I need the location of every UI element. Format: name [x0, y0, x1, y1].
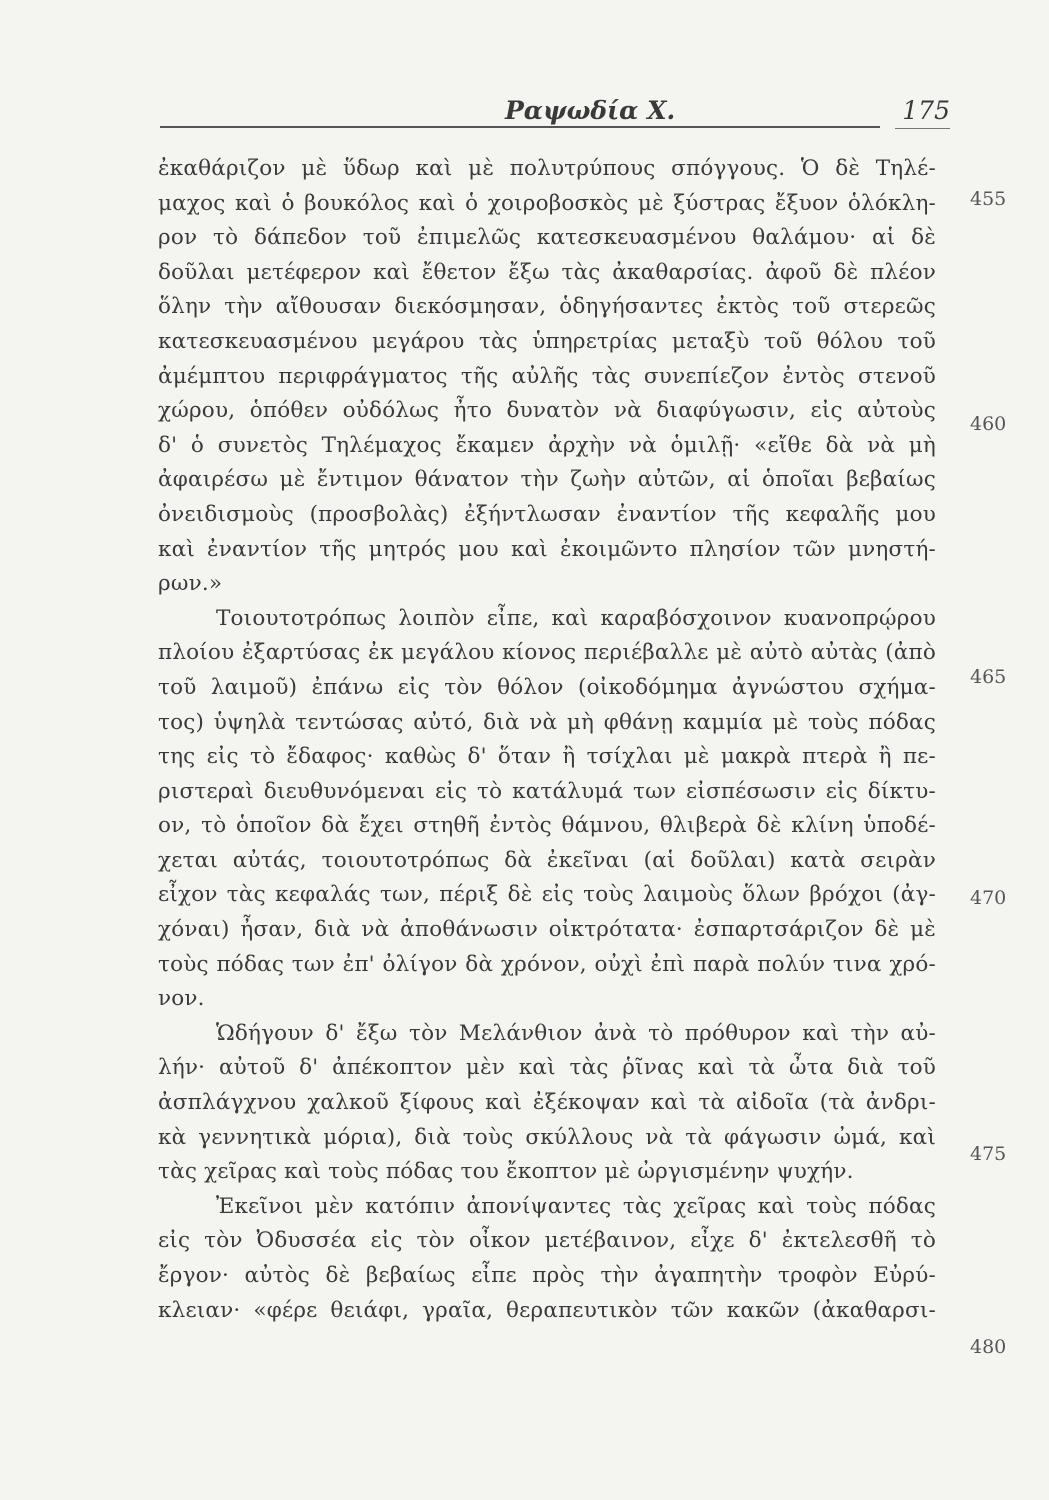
- text-line: ἀφαιρέσω μὲ ἔντιμον θάνατον τὴν ζωὴν αὐτῶν, αἱ ὁποῖαι βεβαίως: [158, 467, 936, 493]
- text-line: τοὺς πόδας των ἐπ' ὀλίγον δὰ χρόνον, οὐχὶ ἐπὶ παρὰ πολύν τινα χρό-: [158, 951, 936, 977]
- text-line: ἐκαθάριζον μὲ ὕδωρ καὶ μὲ πολυτρύπους σπόγγους. Ὁ δὲ Τηλέ-: [158, 156, 936, 181]
- text-line: ρον τὸ δάπεδον τοῦ ἐπιμελῶς κατεσκευασμένου θαλάμου· αἱ δὲ: [158, 225, 936, 251]
- text-line: ἔργον· αὐτὸς δὲ βεβαίως εἶπε πρὸς τὴν ἀγαπητὴν τροφὸν Εὐρύ-: [158, 1263, 936, 1288]
- text-line: τὰς χεῖρας καὶ τοὺς πόδας του ἔκοπτον μὲ ὠργισμένην ψυχήν.: [158, 1159, 854, 1185]
- text-line: ὀνειδισμοὺς (προσβολὰς) ἐξήντλωσαν ἐναντίον τῆς κεφαλῆς μου: [158, 501, 936, 527]
- text-line: τος) ὑψηλὰ τεντώσας αὐτό, διὰ νὰ μὴ φθάνῃ καμμία μὲ τοὺς πόδας: [158, 709, 936, 735]
- text-line: νον.: [158, 986, 205, 1012]
- text-line: ἀμέμπτου περιφράγματος τῆς αὐλῆς τὰς συνεπίεζον ἐντὸς στενοῦ: [158, 363, 936, 389]
- text-line: κλειαν· «φέρε θειάφι, γραῖα, θεραπευτικὸν τῶν κακῶν (ἀκαθαρσι-: [158, 1297, 936, 1323]
- text-line: δ' ὁ συνετὸς Τηλέμαχος ἔκαμεν ἀρχὴν νὰ ὁμιλῇ· «εἴθε δὰ νὰ μὴ: [158, 432, 936, 458]
- running-title: Ραψωδία Χ.: [505, 96, 676, 125]
- line-number: 460: [970, 413, 1007, 435]
- text-line: τοῦ λαιμοῦ) ἐπάνω εἰς τὸν θόλον (οἰκοδόμημα ἀγνώστου σχήμα-: [158, 674, 936, 700]
- page-header: [160, 96, 950, 136]
- text-line: ὅλην τὴν αἴθουσαν διεκόσμησαν, ὁδηγήσαντες ἐκτὸς τοῦ στερεῶς: [158, 294, 936, 320]
- text-line: ἀσπλάγχνου χαλκοῦ ξίφους καὶ ἐξέκοψαν καὶ τὰ αἰδοῖα (τὰ ἀνδρι-: [158, 1090, 936, 1116]
- text-line: δοῦλαι μετέφερον καὶ ἔθετον ἔξω τὰς ἀκαθαρσίας. ἀφοῦ δὲ πλέον: [158, 259, 936, 285]
- text-line: κατεσκευασμένου μεγάρου τὰς ὑπηρετρίας μεταξὺ τοῦ θόλου τοῦ: [158, 328, 936, 354]
- text-line: μαχος καὶ ὁ βουκόλος καὶ ὁ χοιροβοσκὸς μὲ ξύστρας ἔξυον ὁλόκλη-: [158, 190, 936, 216]
- header-rule-left: [160, 126, 880, 128]
- line-number: 455: [970, 188, 1007, 210]
- text-line: Τοιουτοτρόπως λοιπὸν εἶπε, καὶ καραβόσχοινον κυανοπρῴρου: [216, 605, 936, 631]
- text-line: χόναι) ἦσαν, διὰ νὰ ἀποθάνωσιν οἰκτρότατα· ἐσπαρτσάριζον δὲ μὲ: [158, 917, 936, 943]
- page-number: 175: [902, 96, 950, 125]
- header-rule-right: [895, 128, 950, 129]
- line-number: 475: [970, 1143, 1007, 1165]
- text-line: εἰς τὸν Ὀδυσσέα εἰς τὸν οἶκον μετέβαινον, εἶχε δ' ἐκτελεσθῆ τὸ: [158, 1228, 936, 1254]
- line-number: 465: [970, 666, 1007, 688]
- text-line: κὰ γεννητικὰ μόρια), διὰ τοὺς σκύλλους νὰ τὰ φάγωσιν ὠμά, καὶ: [158, 1124, 936, 1150]
- body-text: [158, 152, 936, 1328]
- text-line: Ὡδήγουν δ' ἔξω τὸν Μελάνθιον ἀνὰ τὸ πρόθυρον καὶ τὴν αὐ-: [216, 1020, 936, 1046]
- text-line: χώρου, ὁπόθεν οὐδόλως ἦτο δυνατὸν νὰ διαφύγωσιν, εἰς αὐτοὺς: [158, 398, 936, 424]
- text-line: ριστεραὶ διευθυνόμεναι εἰς τὸ κατάλυμά των εἰσπέσωσιν εἰς δίκτυ-: [158, 778, 936, 804]
- line-number: 470: [970, 887, 1007, 909]
- text-line: ον, τὸ ὁποῖον δὰ ἔχει στηθῆ ἐντὸς θάμνου, θλιβερὰ δὲ κλίνη ὑποδέ-: [158, 813, 936, 839]
- text-line: εἶχον τὰς κεφαλάς των, πέριξ δὲ εἰς τοὺς λαιμοὺς ὅλων βρόχοι (ἀγ-: [158, 882, 936, 908]
- line-number: 480: [970, 1336, 1007, 1358]
- text-line: της εἰς τὸ ἔδαφος· καθὼς δ' ὅταν ἢ τσίχλαι μὲ μακρὰ πτερὰ ἢ πε-: [158, 744, 936, 770]
- text-line: Ἐκεῖνοι μὲν κατόπιν ἀπονίψαντες τὰς χεῖρας καὶ τοὺς πόδας: [216, 1193, 936, 1219]
- text-line: χεται αὐτάς, τοιουτοτρόπως δὰ ἐκεῖναι (αἱ δοῦλαι) κατὰ σειρὰν: [158, 847, 936, 873]
- text-line: καὶ ἐναντίον τῆς μητρός μου καὶ ἐκοιμῶντο πλησίον τῶν μνηστή-: [158, 536, 936, 562]
- text-line: πλοίου ἐξαρτύσας ἐκ μεγάλου κίονος περιέβαλλε μὲ αὐτὸ αὐτὰς (ἀπὸ: [158, 640, 936, 666]
- text-line: ρων.»: [158, 571, 223, 597]
- text-line: λήν· αὐτοῦ δ' ἀπέκοπτον μὲν καὶ τὰς ῥῖνας καὶ τὰ ὦτα διὰ τοῦ: [158, 1055, 936, 1081]
